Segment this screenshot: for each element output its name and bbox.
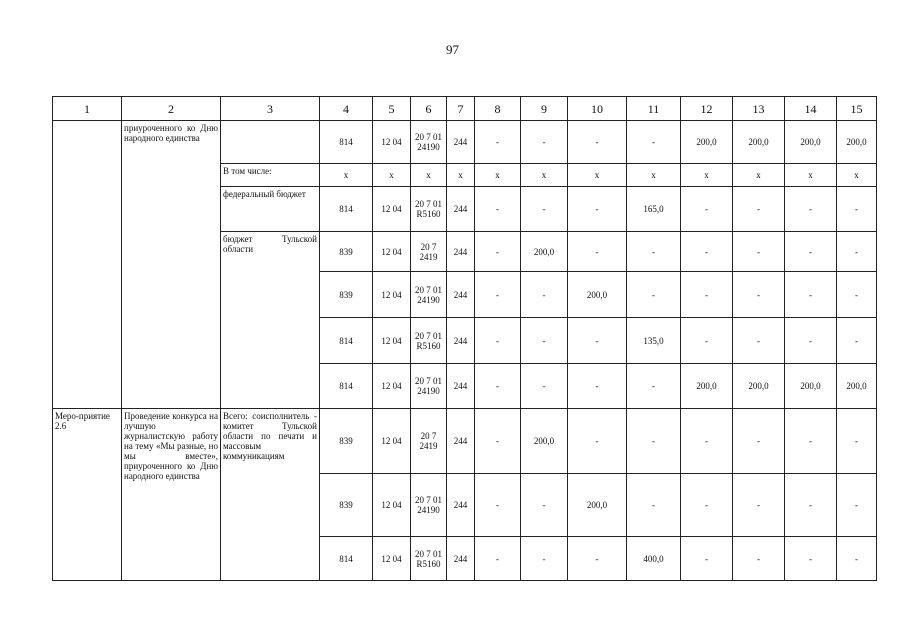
- year-value-cell: -: [568, 232, 627, 272]
- year-value-cell: -: [681, 272, 733, 318]
- column-header: 11: [627, 97, 681, 121]
- year-value-cell: -: [785, 187, 837, 232]
- table-row: [53, 409, 877, 474]
- year-value-cell: -: [568, 187, 627, 232]
- year-value-cell: -: [568, 364, 627, 409]
- year-value-cell: -: [733, 537, 785, 581]
- year-value-cell: -: [837, 537, 877, 581]
- year-value-cell: -: [785, 272, 837, 318]
- year-value-cell: -: [837, 409, 877, 474]
- section-code-cell: 12 04: [373, 474, 411, 537]
- funding-source-cell: федеральный бюджет: [221, 187, 320, 232]
- year-value-cell: -: [733, 272, 785, 318]
- year-value-cell: -: [733, 318, 785, 364]
- target-article-cell: 20 7 01 24190: [411, 364, 447, 409]
- year-value-cell: -: [627, 121, 681, 164]
- year-value-cell: 200,0: [521, 409, 568, 474]
- year-value-cell: -: [521, 272, 568, 318]
- year-value-cell: -: [733, 187, 785, 232]
- year-value-cell: -: [627, 272, 681, 318]
- year-value-cell: -: [475, 537, 521, 581]
- expense-type-cell: 244: [447, 409, 475, 474]
- expense-type-cell: 244: [447, 232, 475, 272]
- column-header: 8: [475, 97, 521, 121]
- target-article-cell: 20 7 01 24190: [411, 272, 447, 318]
- column-header: 14: [785, 97, 837, 121]
- year-value-cell: 165,0: [627, 187, 681, 232]
- event-name-cell: Проведение конкурса на лучшую журналистскую работу на тему «Мы разные, но мы вместе», приуроченного ко Дню народного единства: [122, 409, 221, 581]
- event-number-cell: Меро-приятие 2.6: [53, 409, 122, 581]
- table-row: [53, 121, 877, 164]
- year-value-cell: -: [681, 187, 733, 232]
- year-value-cell: -: [785, 409, 837, 474]
- column-header: 7: [447, 97, 475, 121]
- column-header: 9: [521, 97, 568, 121]
- column-header: 13: [733, 97, 785, 121]
- section-code-cell: 12 04: [373, 364, 411, 409]
- year-value-cell: х: [475, 164, 521, 187]
- year-value-cell: -: [681, 232, 733, 272]
- section-code-cell: 12 04: [373, 318, 411, 364]
- target-article-cell: х: [411, 164, 447, 187]
- year-value-cell: 200,0: [837, 364, 877, 409]
- year-value-cell: -: [475, 318, 521, 364]
- year-value-cell: -: [681, 474, 733, 537]
- year-value-cell: -: [568, 121, 627, 164]
- year-value-cell: -: [475, 474, 521, 537]
- budget-table: [52, 96, 877, 581]
- admin-code-cell: 839: [320, 474, 373, 537]
- year-value-cell: 135,0: [627, 318, 681, 364]
- year-value-cell: 200,0: [521, 232, 568, 272]
- target-article-cell: 20 7 01 R5160: [411, 187, 447, 232]
- year-value-cell: 200,0: [785, 121, 837, 164]
- column-header: 2: [122, 97, 221, 121]
- year-value-cell: 200,0: [568, 474, 627, 537]
- year-value-cell: -: [785, 318, 837, 364]
- year-value-cell: -: [733, 232, 785, 272]
- year-value-cell: -: [475, 364, 521, 409]
- page-number: 97: [446, 42, 459, 57]
- year-value-cell: х: [785, 164, 837, 187]
- year-value-cell: х: [681, 164, 733, 187]
- section-code-cell: 12 04: [373, 537, 411, 581]
- year-value-cell: х: [837, 164, 877, 187]
- year-value-cell: -: [475, 187, 521, 232]
- year-value-cell: -: [475, 409, 521, 474]
- expense-type-cell: 244: [447, 121, 475, 164]
- column-header: 15: [837, 97, 877, 121]
- year-value-cell: 200,0: [681, 121, 733, 164]
- year-value-cell: х: [568, 164, 627, 187]
- target-article-cell: 20 7 2419: [411, 232, 447, 272]
- year-value-cell: -: [521, 474, 568, 537]
- year-value-cell: 200,0: [733, 121, 785, 164]
- year-value-cell: -: [568, 318, 627, 364]
- year-value-cell: -: [681, 318, 733, 364]
- section-code-cell: 12 04: [373, 272, 411, 318]
- year-value-cell: -: [627, 474, 681, 537]
- column-header: 3: [221, 97, 320, 121]
- funding-source-cell: бюджет Тульской области: [221, 232, 320, 409]
- column-header: 4: [320, 97, 373, 121]
- target-article-cell: 20 7 01 24190: [411, 121, 447, 164]
- year-value-cell: 200,0: [837, 121, 877, 164]
- year-value-cell: -: [475, 232, 521, 272]
- year-value-cell: -: [837, 272, 877, 318]
- funding-source-cell: [221, 121, 320, 164]
- admin-code-cell: 814: [320, 364, 373, 409]
- column-header: 1: [53, 97, 122, 121]
- admin-code-cell: 814: [320, 187, 373, 232]
- year-value-cell: х: [627, 164, 681, 187]
- year-value-cell: -: [627, 409, 681, 474]
- year-value-cell: 200,0: [733, 364, 785, 409]
- year-value-cell: х: [733, 164, 785, 187]
- section-code-cell: 12 04: [373, 187, 411, 232]
- column-header: 6: [411, 97, 447, 121]
- event-name-cell: приуроченного ко Дню народного единства: [122, 121, 221, 409]
- year-value-cell: -: [681, 409, 733, 474]
- admin-code-cell: 839: [320, 272, 373, 318]
- year-value-cell: -: [733, 409, 785, 474]
- year-value-cell: -: [568, 409, 627, 474]
- year-value-cell: -: [475, 121, 521, 164]
- funding-source-cell: В том числе:: [221, 164, 320, 187]
- year-value-cell: -: [785, 474, 837, 537]
- column-header: 5: [373, 97, 411, 121]
- expense-type-cell: 244: [447, 272, 475, 318]
- target-article-cell: 20 7 2419: [411, 409, 447, 474]
- section-code-cell: 12 04: [373, 121, 411, 164]
- year-value-cell: -: [785, 537, 837, 581]
- admin-code-cell: 814: [320, 318, 373, 364]
- target-article-cell: 20 7 01 R5160: [411, 318, 447, 364]
- expense-type-cell: 244: [447, 537, 475, 581]
- section-code-cell: х: [373, 164, 411, 187]
- target-article-cell: 20 7 01 24190: [411, 474, 447, 537]
- section-code-cell: 12 04: [373, 232, 411, 272]
- year-value-cell: 200,0: [568, 272, 627, 318]
- expense-type-cell: 244: [447, 474, 475, 537]
- year-value-cell: -: [837, 187, 877, 232]
- column-header: 10: [568, 97, 627, 121]
- event-number-cell: [53, 121, 122, 409]
- expense-type-cell: х: [447, 164, 475, 187]
- year-value-cell: -: [521, 187, 568, 232]
- admin-code-cell: х: [320, 164, 373, 187]
- year-value-cell: -: [627, 364, 681, 409]
- expense-type-cell: 244: [447, 364, 475, 409]
- year-value-cell: -: [785, 232, 837, 272]
- expense-type-cell: 244: [447, 318, 475, 364]
- year-value-cell: -: [521, 318, 568, 364]
- year-value-cell: х: [521, 164, 568, 187]
- year-value-cell: -: [475, 272, 521, 318]
- year-value-cell: -: [837, 232, 877, 272]
- year-value-cell: -: [837, 318, 877, 364]
- column-header: 12: [681, 97, 733, 121]
- admin-code-cell: 839: [320, 232, 373, 272]
- year-value-cell: -: [681, 537, 733, 581]
- year-value-cell: -: [837, 474, 877, 537]
- year-value-cell: -: [733, 474, 785, 537]
- year-value-cell: -: [521, 364, 568, 409]
- section-code-cell: 12 04: [373, 409, 411, 474]
- year-value-cell: 200,0: [785, 364, 837, 409]
- funding-source-cell: Всего: соисполнитель - комитет Тульской области по печати и массовым коммуникациям: [221, 409, 320, 581]
- year-value-cell: -: [521, 121, 568, 164]
- admin-code-cell: 814: [320, 121, 373, 164]
- year-value-cell: 200,0: [681, 364, 733, 409]
- header-row: [53, 97, 877, 121]
- admin-code-cell: 839: [320, 409, 373, 474]
- year-value-cell: 400,0: [627, 537, 681, 581]
- admin-code-cell: 814: [320, 537, 373, 581]
- expense-type-cell: 244: [447, 187, 475, 232]
- year-value-cell: -: [521, 537, 568, 581]
- year-value-cell: -: [568, 537, 627, 581]
- target-article-cell: 20 7 01 R5160: [411, 537, 447, 581]
- year-value-cell: -: [627, 232, 681, 272]
